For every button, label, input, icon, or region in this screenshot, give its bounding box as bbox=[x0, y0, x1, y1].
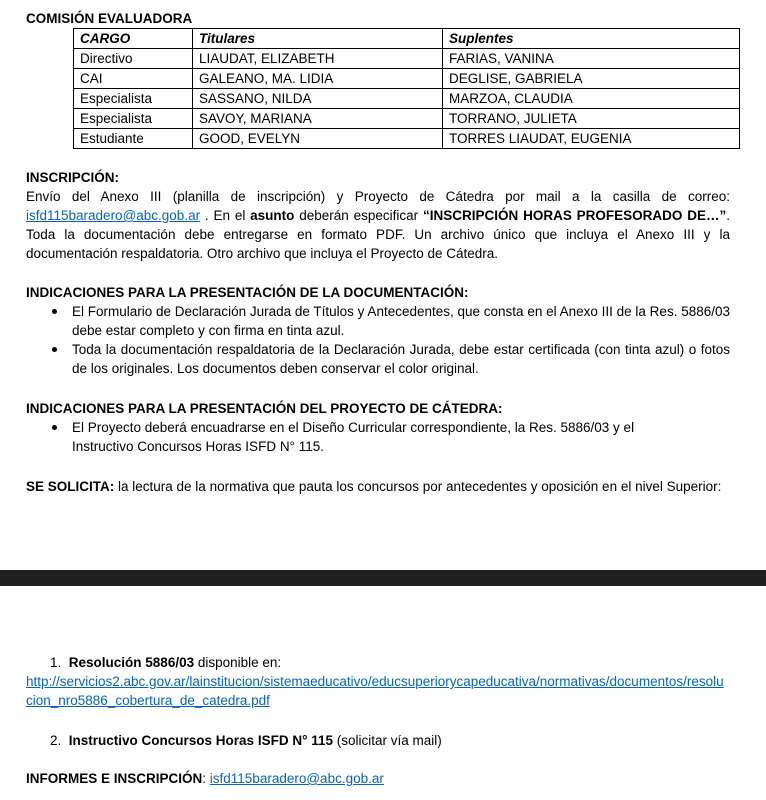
table-row bbox=[74, 49, 740, 69]
table-header-row bbox=[74, 29, 740, 49]
item-number: 2. bbox=[50, 733, 62, 748]
cell-cargo: CAI bbox=[74, 69, 193, 89]
proyecto-heading: INDICACIONES PARA LA PRESENTACIÓN DEL PROYECTO DE CÁTEDRA: bbox=[26, 401, 503, 416]
proyecto-list bbox=[26, 418, 730, 456]
inscripcion-text-2: . En el bbox=[200, 208, 251, 223]
item-2-text: (solicitar vía mail) bbox=[333, 733, 442, 748]
asunto-quote: “INSCRIPCIÓN HORAS PROFESORADO DE…” bbox=[422, 208, 727, 223]
inscripcion-paragraph bbox=[26, 187, 730, 263]
cell-suplente: TORRES LIAUDAT, EUGENIA bbox=[443, 129, 740, 149]
header-cargo: CARGO bbox=[74, 29, 193, 49]
informes-email-link[interactable]: isfd115baradero@abc.gob.ar bbox=[209, 771, 384, 786]
table-row bbox=[74, 129, 740, 149]
solicita-label: SE SOLICITA: bbox=[26, 479, 115, 494]
item-2-bold: Instructivo Concursos Horas ISFD N° 115 bbox=[68, 733, 334, 748]
comision-heading: COMISIÓN EVALUADORA bbox=[26, 11, 193, 26]
documentacion-list bbox=[26, 302, 730, 378]
inscripcion-email-link[interactable]: isfd115baradero@abc.gob.ar bbox=[26, 208, 201, 223]
table-row bbox=[74, 109, 740, 129]
informes-sep: : bbox=[202, 771, 210, 786]
cell-titular: SAVOY, MARIANA bbox=[193, 109, 443, 129]
cell-titular: SASSANO, NILDA bbox=[193, 89, 443, 109]
item-1-text: disponible en: bbox=[194, 655, 282, 670]
page-separator bbox=[0, 570, 766, 586]
inscripcion-text-4: . Toda la documentación debe entregarse en formato PDF. Un archivo único que incluya el Anexo III y la documentación respaldatoria. Otro archivo que incluya el Proyecto de Cátedra. bbox=[26, 208, 731, 261]
list-item-text: Toda la documentación respaldatoria de la Declaración Jurada, debe estar certificada (con tinta azul) o fotos de los originales. Los documentos deben conservar el color original. bbox=[72, 342, 730, 376]
cell-cargo: Estudiante bbox=[74, 129, 193, 149]
solicita-text: la lectura de la normativa que pauta los concursos por antecedentes y oposición en el nivel Superior: bbox=[114, 479, 722, 494]
normativa-item-1 bbox=[50, 653, 281, 672]
cell-suplente: DEGLISE, GABRIELA bbox=[443, 69, 740, 89]
asunto-bold: asunto bbox=[250, 208, 295, 223]
resolucion-url-link[interactable]: http://servicios2.abc.gov.ar/lainstitucion/sistemaeducativo/educsuperiorycapeducativa/normativas/documentos/resolucion_nro5886_cobertura_de_catedra.pdf bbox=[26, 674, 724, 708]
list-item bbox=[72, 418, 690, 456]
cell-suplente: TORRANO, JULIETA bbox=[443, 109, 740, 129]
cell-titular: GALEANO, MA. LIDIA bbox=[193, 69, 443, 89]
cell-suplente: MARZOA, CLAUDIA bbox=[443, 89, 740, 109]
cell-cargo: Especialista bbox=[74, 89, 193, 109]
bullet-icon bbox=[52, 425, 57, 430]
inscripcion-text-1: Envío del Anexo III (planilla de inscripción) y Proyecto de Cátedra por mail a la casilla de correo: bbox=[26, 189, 730, 204]
inscripcion-heading: INSCRIPCIÓN: bbox=[26, 170, 120, 185]
list-item bbox=[72, 302, 730, 340]
normativa-item-2 bbox=[50, 731, 442, 750]
bullet-icon bbox=[52, 347, 57, 352]
list-item-text: El Formulario de Declaración Jurada de Títulos y Antecedentes, que consta en el Anexo III de la Res. 5886/03 debe estar completo y con firma en tinta azul. bbox=[72, 304, 730, 338]
list-item bbox=[72, 340, 730, 378]
cell-titular: LIAUDAT, ELIZABETH bbox=[193, 49, 443, 69]
item-1-bold: Resolución 5886/03 bbox=[68, 655, 195, 670]
documentacion-heading: INDICACIONES PARA LA PRESENTACIÓN DE LA DOCUMENTACIÓN: bbox=[26, 285, 469, 300]
header-titulares: Titulares bbox=[193, 29, 443, 49]
comision-table bbox=[73, 28, 740, 149]
cell-titular: GOOD, EVELYN bbox=[193, 129, 443, 149]
cell-cargo: Especialista bbox=[74, 109, 193, 129]
inscripcion-section bbox=[26, 168, 730, 263]
cell-suplente: FARIAS, VANINA bbox=[443, 49, 740, 69]
informes-label: INFORMES E INSCRIPCIÓN bbox=[26, 771, 203, 786]
proyecto-section bbox=[26, 399, 730, 456]
bullet-icon bbox=[52, 309, 57, 314]
table-row bbox=[74, 89, 740, 109]
list-item-text: El Proyecto deberá encuadrarse en el Diseño Curricular correspondiente, la Res. 5886/03 y el Instructivo Concursos Horas ISFD N° 115. bbox=[72, 420, 635, 454]
table-row bbox=[74, 69, 740, 89]
cell-cargo: Directivo bbox=[74, 49, 193, 69]
header-suplentes: Suplentes bbox=[443, 29, 740, 49]
document-page-2 bbox=[0, 586, 766, 800]
informes-line bbox=[26, 769, 730, 788]
inscripcion-text-3: deberán especificar bbox=[294, 208, 423, 223]
solicita-paragraph bbox=[26, 477, 730, 496]
documentacion-section bbox=[26, 283, 730, 378]
item-number: 1. bbox=[50, 655, 62, 670]
